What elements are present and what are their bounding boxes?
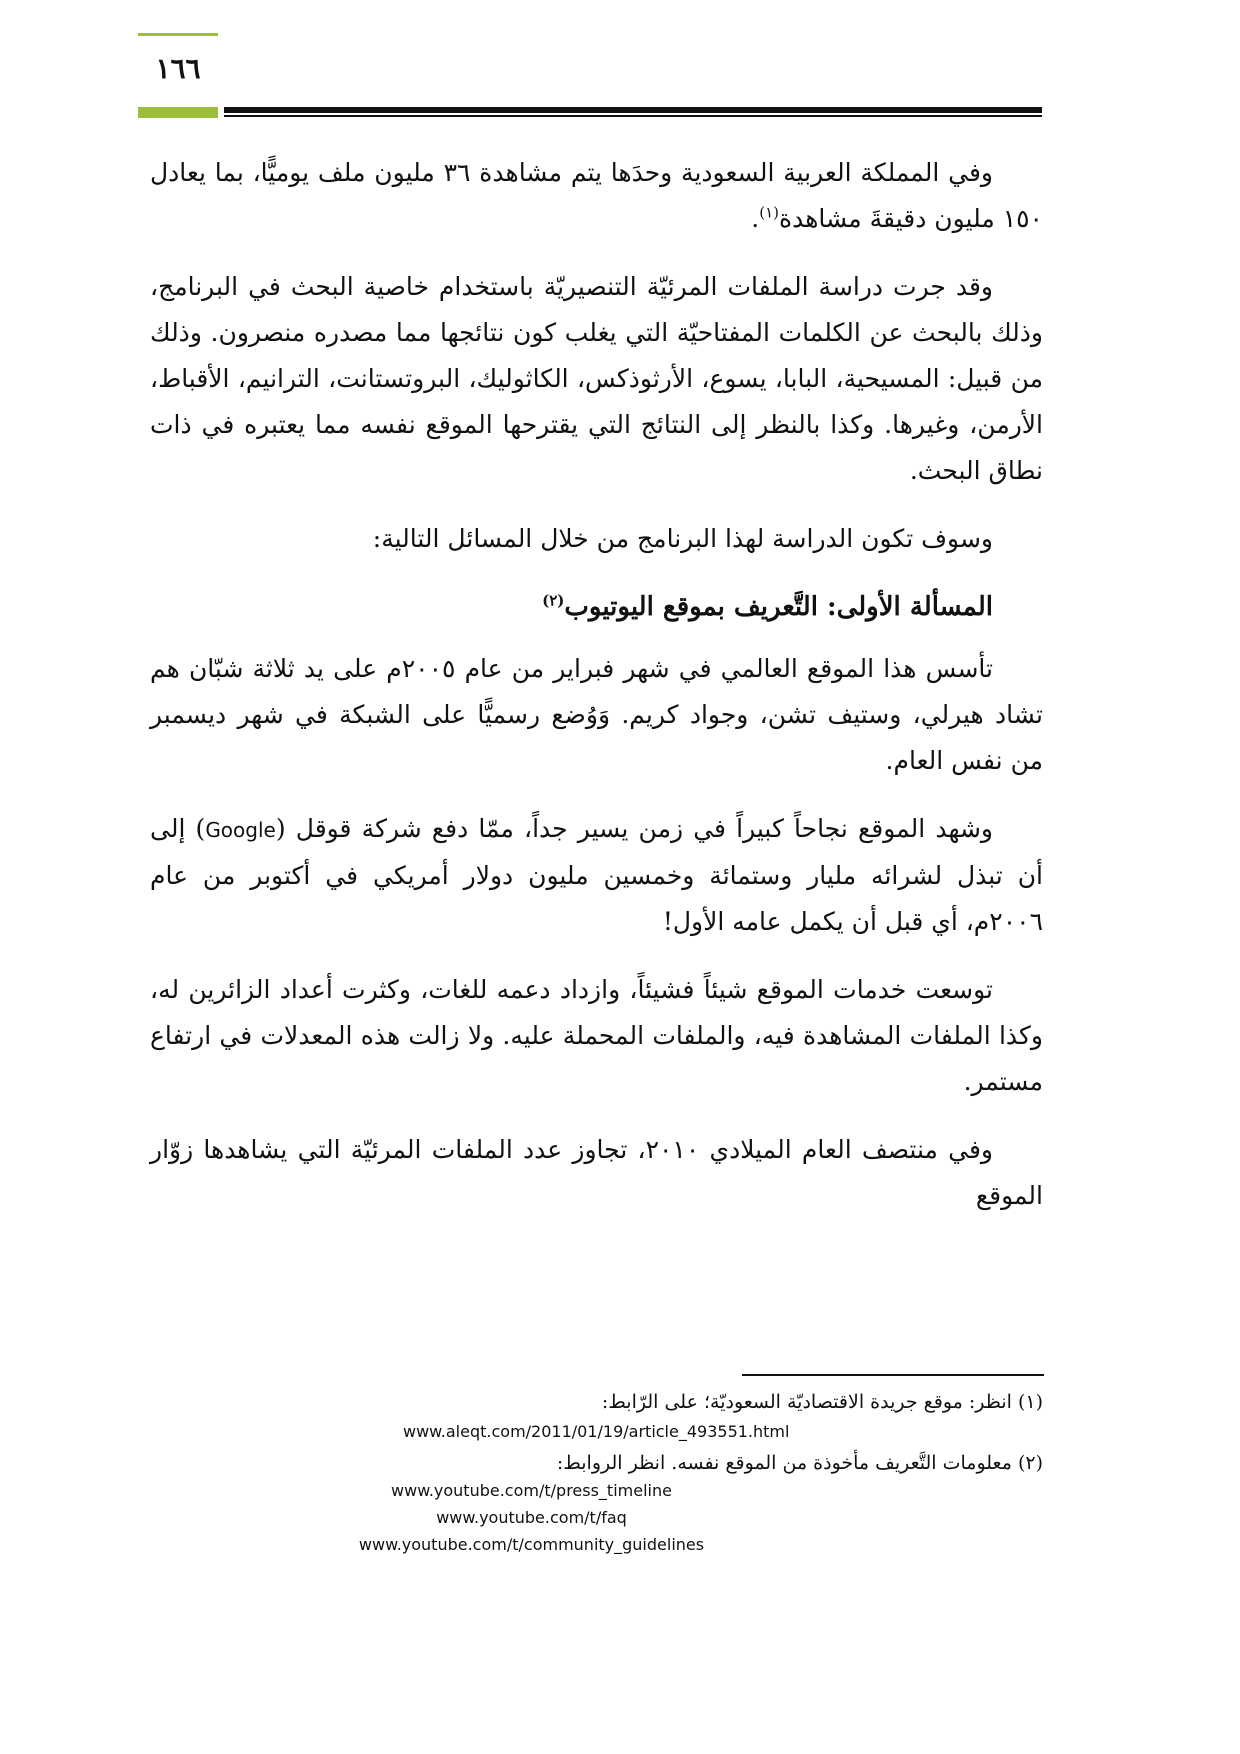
paragraph-5-after: ) إلى أن تبذل لشرائه مليار وستمائة وخمسين مليون دولار أمريكي في أكتوبر من عام ٢٠٠٦م، أي قبل أن يكمل عامه الأول! xyxy=(150,814,1043,936)
footnote-1-text: (١) انظر: موقع جريدة الاقتصاديّة السعوديّة؛ على الرّابط: xyxy=(601,1391,1043,1413)
paragraph-4: تأسس هذا الموقع العالمي في شهر فبراير من عام ٢٠٠٥م على يد ثلاثة شبّان هم تشاد هيرلي، وستيف تشن، وجواد كريم. وَوُضع رسميًّا على الشبكة في شهر ديسمبر من نفس العام. xyxy=(150,654,1043,775)
footnote-2-link-faq[interactable]: www.youtube.com/t/faq xyxy=(436,1508,627,1527)
header-rule-thin xyxy=(224,115,1042,117)
google-term: Google xyxy=(205,818,276,842)
footnote-2-link-press-timeline[interactable]: www.youtube.com/t/press_timeline xyxy=(391,1481,672,1500)
paragraph-5 xyxy=(150,806,1043,945)
header-rule-thick xyxy=(224,107,1042,113)
footnote-2-text: (٢) معلومات التَّعريف مأخوذة من الموقع نفسه. انظر الروابط: xyxy=(556,1452,1043,1474)
section-heading-text: التَّعريف بموقع اليوتيوب xyxy=(564,592,827,622)
paragraph-6: توسعت خدمات الموقع شيئاً فشيئاً، وازداد دعمه للغات، وكثرت أعداد الزائرين له، وكذا الملفات المشاهدة فيه، والملفات المحملة عليه. ولا زالت هذه المعدلات في ارتفاع مستمر. xyxy=(150,975,1043,1096)
footnote-2-link-community-guidelines[interactable]: www.youtube.com/t/community_guidelines xyxy=(358,1535,705,1554)
footnote-ref-1: (١) xyxy=(759,203,779,222)
page-number: ١٦٦ xyxy=(155,52,201,85)
section-heading xyxy=(150,584,1043,630)
paragraph-1-end: . xyxy=(751,204,760,233)
paragraph-2: وقد جرت دراسة الملفات المرئيّة التنصيريّة باستخدام خاصية البحث في البرنامج، وذلك بالبحث عن الكلمات المفتاحيّة التي يغلب كون نتائجها مما مصدره منصرون. وذلك من قبيل: المسيحية، البابا، يسوع، الأرثوذكس، الكاثوليك، البروتستانت، الترانيم، الأقباط، الأرمن، وغيرها. وكذا بالنظر إلى النتائج التي يقترحها الموقع نفسه مما يعتبره في ذات نطاق البحث. xyxy=(150,272,1043,485)
footnotes xyxy=(150,1388,1043,1558)
header-green-bar-bottom xyxy=(138,107,218,118)
main-text xyxy=(150,150,1043,1241)
footnote-ref-2: (٢) xyxy=(542,591,565,610)
footnote-1-link[interactable]: www.aleqt.com/2011/01/19/article_493551.html xyxy=(403,1422,790,1441)
paragraph-5-before: وشهد الموقع نجاحاً كبيراً في زمن يسير جداً، ممّا دفع شركة قوقل ( xyxy=(275,814,993,843)
section-heading-label: المسألة الأولى: xyxy=(826,592,993,622)
paragraph-7: وفي منتصف العام الميلادي ٢٠١٠، تجاوز عدد الملفات المرئيّة التي يشاهدها زوّار الموقع xyxy=(150,1135,1043,1210)
paragraph-1 xyxy=(150,150,1043,242)
header-green-bar-top xyxy=(138,33,218,36)
paragraph-1-text: وفي المملكة العربية السعودية وحدَها يتم مشاهدة ٣٦ مليون ملف يوميًّا، بما يعادل ١٥٠ مليون دقيقةَ مشاهدة xyxy=(150,158,1043,233)
paragraph-3: وسوف تكون الدراسة لهذا البرنامج من خلال المسائل التالية: xyxy=(372,524,993,553)
footnote-separator xyxy=(742,1374,1044,1376)
